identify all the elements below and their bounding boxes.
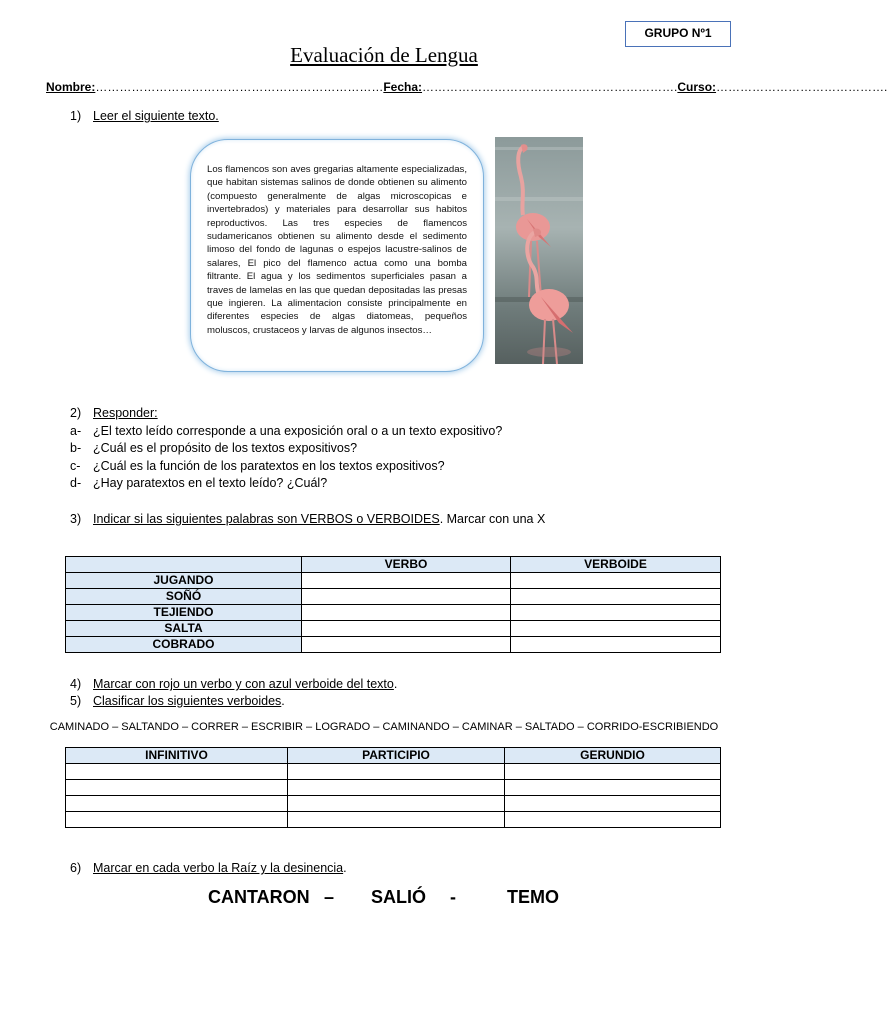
question-4 [0, 677, 768, 693]
question-3 [0, 512, 768, 528]
verboid-word-list: CAMINADO – SALTANDO – CORRER – ESCRIBIR – LOGRADO – CAMINANDO – CAMINAR – SALTADO – CORRIDO-ESCRIBIENDO [49, 721, 719, 733]
table-row [66, 780, 721, 796]
word-cell: JUGANDO [66, 573, 302, 589]
table-row [66, 605, 721, 621]
flamingo-photo [495, 137, 583, 364]
table-header-row [66, 557, 721, 573]
table-row [66, 589, 721, 605]
question-text [93, 694, 285, 708]
page-title: Evaluación de Lengua [290, 43, 478, 67]
answer-cell[interactable] [505, 780, 721, 796]
question-number: 5) [70, 694, 82, 708]
question-instruction-rest: . [393, 677, 398, 691]
question-text [93, 677, 397, 691]
answer-cell[interactable] [511, 621, 721, 637]
answer-cell[interactable] [66, 812, 288, 828]
answer-cell[interactable] [302, 637, 511, 653]
sub-question-text: ¿Cuál es el propósito de los textos expositivos? [93, 441, 358, 455]
question-5 [0, 694, 768, 710]
sub-question-text: ¿El texto leído corresponde a una exposición oral o a un texto expositivo? [93, 424, 503, 438]
sub-question-text: ¿Cuál es la función de los paratextos en los textos expositivos? [93, 459, 445, 473]
question-number: 6) [70, 861, 82, 875]
question-text [93, 861, 347, 875]
question-number: 4) [70, 677, 82, 691]
question-text: Responder: [93, 406, 158, 420]
fecha-label: Fecha: [383, 80, 423, 94]
verbs-to-analyze [208, 887, 568, 911]
question-instruction-rest: . [343, 861, 347, 875]
curso-field[interactable]: ……………………………………. [716, 80, 887, 94]
answer-cell[interactable] [288, 796, 505, 812]
question-instruction-rest: . [281, 694, 285, 708]
table-header-row [66, 748, 721, 764]
table-row [66, 812, 721, 828]
table-header-cell: INFINITIVO [66, 748, 288, 764]
sub-question-a [0, 424, 768, 440]
student-info-line [46, 80, 887, 94]
answer-cell[interactable] [288, 764, 505, 780]
question-instruction-rest: . Marcar con una X [439, 512, 546, 526]
table-row [66, 621, 721, 637]
word-cell: COBRADO [66, 637, 302, 653]
answer-cell[interactable] [302, 605, 511, 621]
table-header-cell [66, 557, 302, 573]
table-row [66, 573, 721, 589]
curso-label: Curso: [677, 80, 717, 94]
question-instruction: Clasificar los siguientes verboides [93, 694, 282, 708]
answer-cell[interactable] [505, 764, 721, 780]
question-text [93, 512, 545, 526]
verb-classification-table [65, 556, 721, 653]
answer-cell[interactable] [66, 796, 288, 812]
question-6 [0, 861, 768, 877]
answer-cell[interactable] [302, 573, 511, 589]
question-text: Leer el siguiente texto. [93, 109, 219, 123]
group-badge: GRUPO Nº1 [625, 21, 731, 47]
answer-cell[interactable] [66, 780, 288, 796]
answer-cell[interactable] [288, 780, 505, 796]
verboid-classification-table [65, 747, 721, 828]
sub-question-c [0, 459, 768, 475]
nombre-label: Nombre: [46, 80, 96, 94]
answer-cell[interactable] [511, 637, 721, 653]
sub-question-letter: b- [70, 441, 82, 455]
word-cell: SALTA [66, 621, 302, 637]
question-instruction: Indicar si las siguientes palabras son VERBOS o VERBOIDES [93, 512, 440, 526]
answer-cell[interactable] [288, 812, 505, 828]
separator: - [450, 887, 456, 907]
sub-question-text: ¿Hay paratextos en el texto leído? ¿Cuál? [93, 476, 328, 490]
table-row [66, 764, 721, 780]
answer-cell[interactable] [511, 573, 721, 589]
answer-cell[interactable] [302, 589, 511, 605]
answer-cell[interactable] [505, 796, 721, 812]
table-row [66, 637, 721, 653]
table-row [66, 796, 721, 812]
answer-cell[interactable] [302, 621, 511, 637]
separator: – [324, 887, 335, 907]
reading-passage: Los flamencos son aves gregarias altamente especializadas, que habitan sistemas salinos de donde obtienen su alimento (compuesto generalmente de algas microscopicas e invertebrados) y materiales para desarrollar sus habitos reproductivos. Las tres especies de flamencos sudamericanos obtienen su alimento desde el sedimento limoso del fondo de lagunas o espejos lacustre-salinos de salares, El pico del flamenco actua como una bomba filtrante. El agua y los sedimentos superficiales pasan a traves de lamelas en las que quedan depositadas las presas que ingieren. La alimentacion consiste principalmente en diferentes especies de algas diatomeas, pequeños moluscos, crustaceos y larvas de algunos insectos… [207, 164, 467, 336]
sub-question-letter: d- [70, 476, 82, 490]
question-2 [0, 406, 768, 422]
verb-word[interactable]: CANTARON [208, 887, 310, 907]
question-number: 2) [70, 406, 82, 420]
question-1 [0, 109, 768, 125]
word-cell: SOÑÓ [66, 589, 302, 605]
sub-question-letter: a- [70, 424, 82, 438]
nombre-field[interactable]: ……………………………………………………………… [95, 80, 384, 94]
question-number: 1) [70, 109, 82, 123]
answer-cell[interactable] [511, 605, 721, 621]
table-header-cell: VERBOIDE [511, 557, 721, 573]
sub-question-letter: c- [70, 459, 81, 473]
fecha-field[interactable]: ………………………………………………………. [422, 80, 678, 94]
table-header-cell: VERBO [302, 557, 511, 573]
question-instruction: Marcar con rojo un verbo y con azul verboide del texto [93, 677, 394, 691]
table-header-cell: GERUNDIO [505, 748, 721, 764]
question-number: 3) [70, 512, 82, 526]
verb-word[interactable]: SALIÓ [371, 887, 427, 907]
word-cell: TEJIENDO [66, 605, 302, 621]
sub-question-b [0, 441, 768, 457]
verb-word[interactable]: TEMO [507, 887, 559, 907]
answer-cell[interactable] [511, 589, 721, 605]
answer-cell[interactable] [505, 812, 721, 828]
sub-question-d [0, 476, 768, 492]
question-instruction: Marcar en cada verbo la Raíz y la desinencia [93, 861, 344, 875]
table-header-cell: PARTICIPIO [288, 748, 505, 764]
answer-cell[interactable] [66, 764, 288, 780]
